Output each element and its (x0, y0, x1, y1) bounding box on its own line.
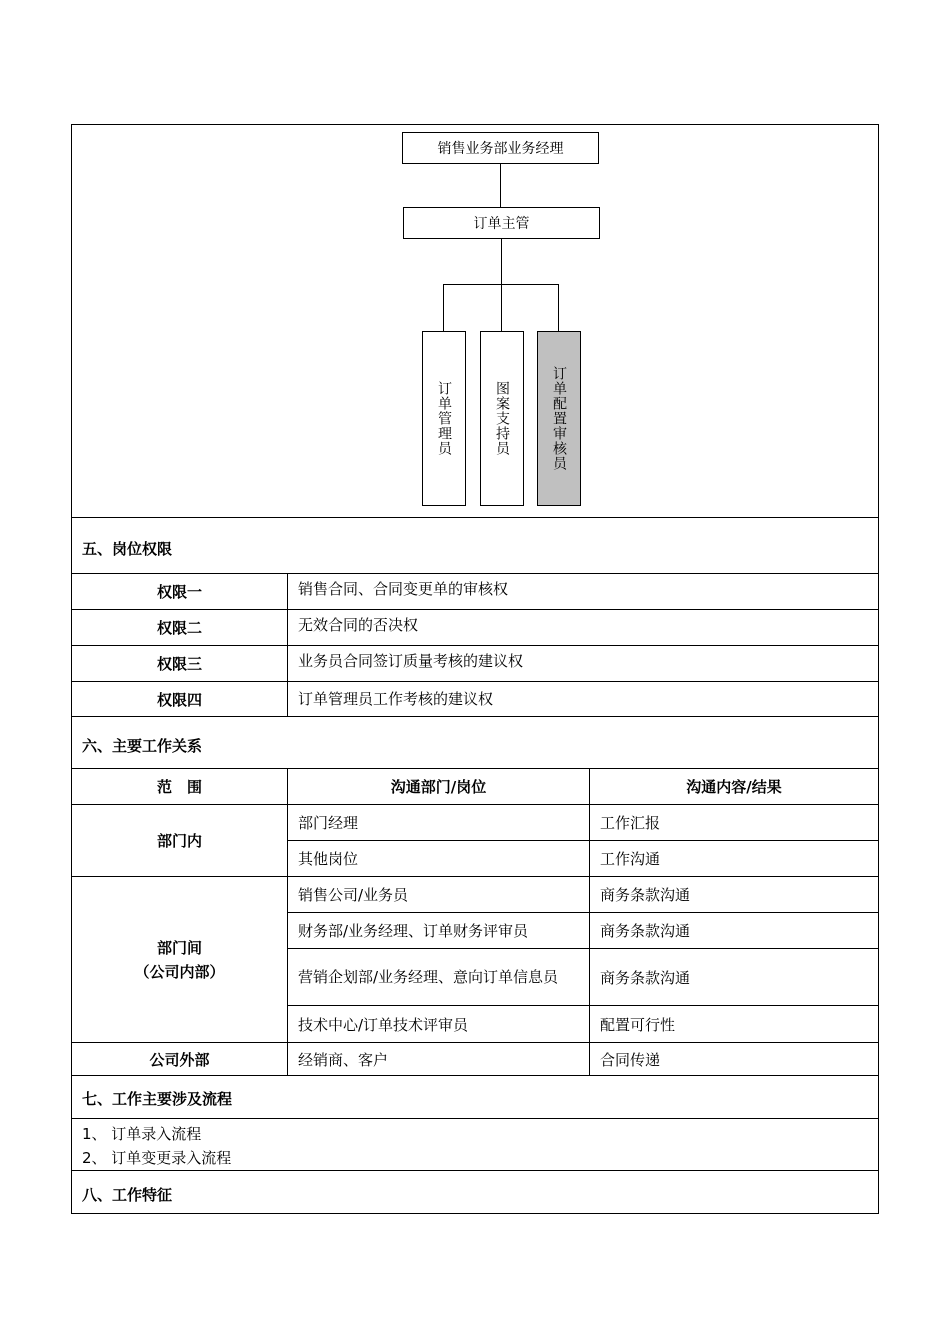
org-mid-label: 订单主管 (473, 216, 530, 232)
permission-value: 销售合同、合同变更单的审核权 (298, 579, 509, 598)
org-child-label: 订单配置审核员 (551, 366, 567, 471)
section-title: 六、主要工作关系 (82, 737, 203, 755)
dept-cell: 财务部/业务经理、订单财务评审员 (298, 922, 529, 940)
org-connector (500, 164, 501, 208)
divider (72, 517, 878, 518)
scope-cell (72, 877, 287, 1042)
process-item: 2、 订单变更录入流程 (82, 1149, 232, 1167)
permission-label: 权限三 (156, 655, 202, 673)
content-cell: 工作汇报 (600, 814, 661, 832)
dept-cell: 销售公司/业务员 (298, 886, 409, 904)
section-title: 五、岗位权限 (82, 540, 173, 558)
scope-cell: 公司外部 (149, 1050, 210, 1069)
dept-cell: 部门经理 (298, 814, 359, 832)
permission-value: 业务员合同签订质量考核的建议权 (298, 651, 524, 670)
permission-label: 权限二 (156, 619, 202, 637)
dept-cell: 其他岗位 (298, 850, 359, 868)
content-cell: 工作沟通 (600, 850, 661, 868)
scope-label: 部门间 (156, 938, 202, 957)
content-cell: 合同传递 (600, 1050, 661, 1069)
permission-label: 权限一 (156, 583, 202, 601)
column-header: 沟通部门/岗位 (390, 778, 487, 796)
org-connector (501, 284, 502, 331)
dept-cell: 技术中心/订单技术评审员 (298, 1015, 469, 1034)
org-connector (558, 284, 559, 331)
org-connector (501, 239, 502, 284)
content-cell: 配置可行性 (600, 1015, 676, 1034)
permission-value: 无效合同的否决权 (298, 615, 419, 634)
org-child-box-highlighted (537, 331, 581, 506)
scope-cell: 部门内 (156, 832, 202, 850)
dept-cell: 营销企划部/业务经理、意向订单信息员 (298, 967, 559, 986)
column-header: 范 围 (156, 778, 202, 796)
permission-label: 权限四 (156, 691, 202, 709)
org-child-box (422, 331, 466, 506)
process-item: 1、 订单录入流程 (82, 1125, 202, 1143)
content-cell: 商务条款沟通 (600, 968, 691, 987)
divider (72, 1170, 878, 1171)
section-title: 八、工作特征 (82, 1186, 173, 1204)
content-cell: 商务条款沟通 (600, 922, 691, 940)
dept-cell: 经销商、客户 (298, 1050, 389, 1069)
content-cell: 商务条款沟通 (600, 886, 691, 904)
org-child-box (480, 331, 524, 506)
section-title: 七、工作主要涉及流程 (82, 1090, 233, 1108)
org-child-label: 订单管理员 (436, 381, 452, 456)
divider (72, 1118, 878, 1119)
divider (72, 1075, 878, 1076)
org-top-label: 销售业务部业务经理 (437, 141, 564, 157)
job-description-table (71, 124, 879, 1214)
column-header: 沟通内容/结果 (686, 778, 782, 796)
org-child-label: 图案支持员 (494, 381, 510, 456)
org-mid-box (403, 207, 600, 239)
permission-value: 订单管理员工作考核的建议权 (298, 690, 494, 708)
org-connector (443, 284, 444, 331)
org-top-box (402, 132, 599, 164)
scope-sublabel: （公司内部） (134, 962, 225, 981)
